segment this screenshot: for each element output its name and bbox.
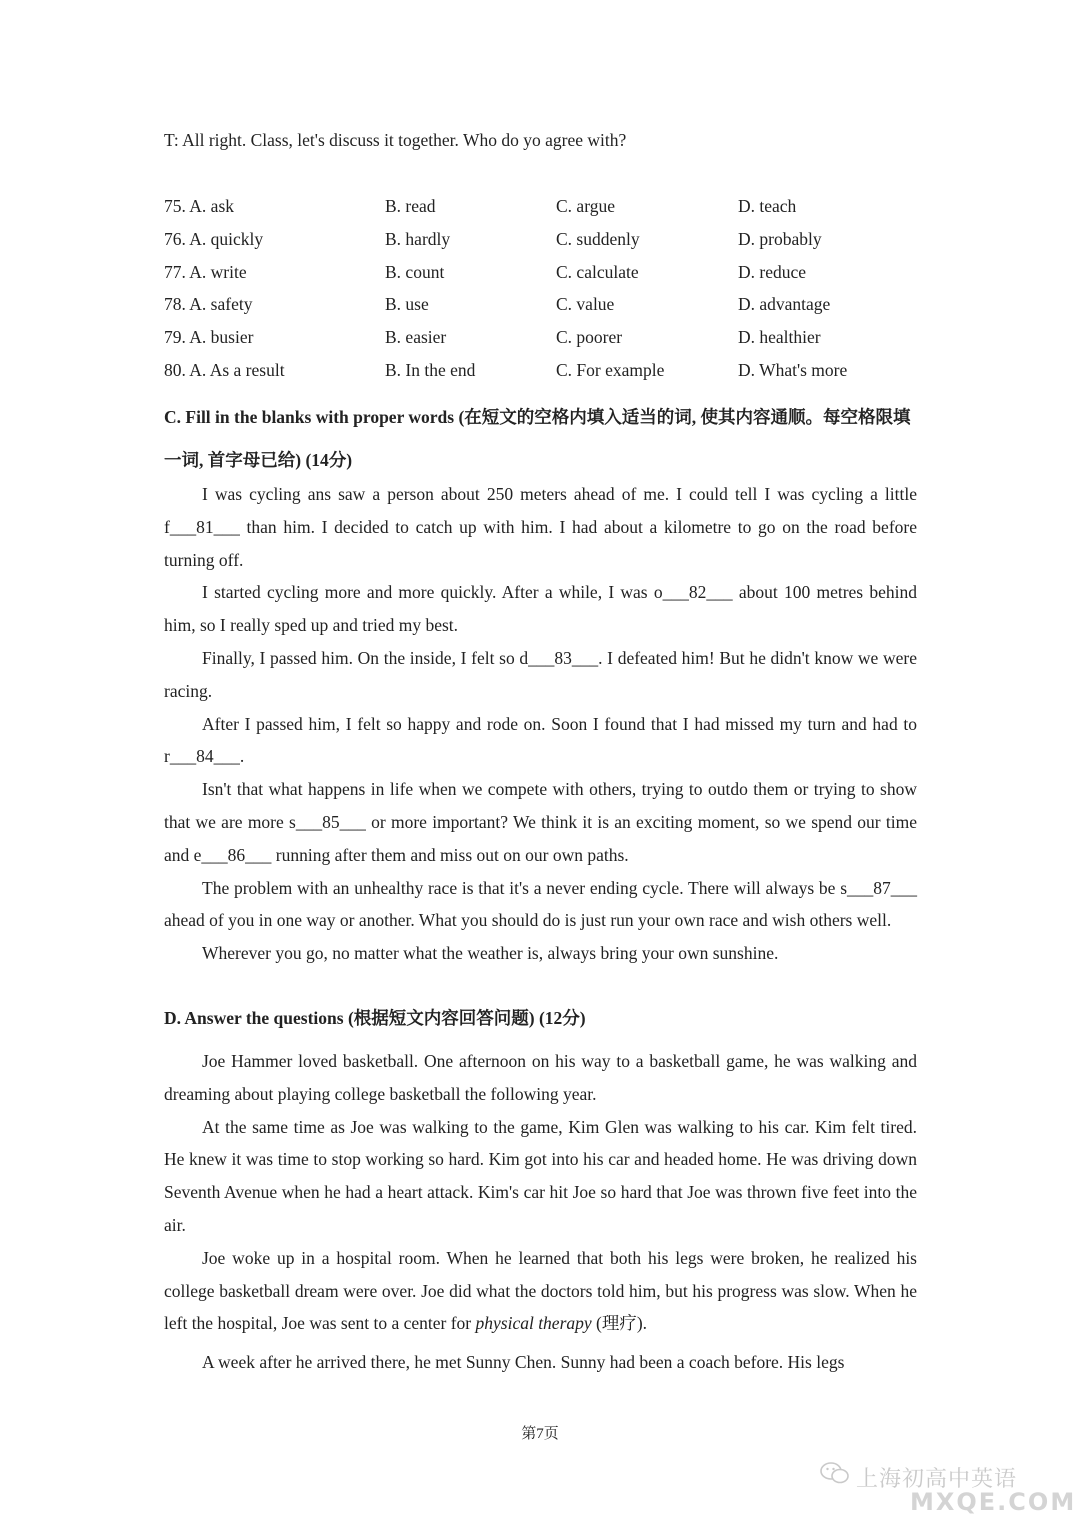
page-number: 第7页 <box>521 1426 559 1442</box>
section-d-heading: D. Answer the questions (根据短文内容回答问题) (12分) <box>164 1008 586 1028</box>
option-row <box>164 360 917 393</box>
option-row <box>164 229 917 262</box>
options-table <box>164 196 917 393</box>
option-d: D. healthier <box>738 327 821 348</box>
option-a: 76. A. quickly <box>164 228 264 249</box>
option-a: 80. A. As a result <box>164 359 285 380</box>
passage-paragraph: I started cycling more and more quickly. After a while, I was o___82___ about 100 metres behind him, so I really sped up and tried my best. <box>164 582 917 636</box>
section-c-passage <box>164 478 917 970</box>
option-b: B. hardly <box>385 228 451 249</box>
dialogue-line: T: All right. Class, let's discuss it together. Who do yo agree with? <box>164 130 627 150</box>
option-d: D. What's more <box>738 359 848 380</box>
passage-paragraph: Finally, I passed him. On the inside, I felt so d___83___. I defeated him! But he didn't know we were racing. <box>164 647 917 701</box>
option-b: B. read <box>385 196 436 216</box>
option-c: C. For example <box>556 359 665 380</box>
passage-paragraph: At the same time as Joe was walking to the game, Kim Glen was walking to his car. Kim felt tired. He knew it was time to stop working so hard. Kim got into his car and headed home. He was driving down Seventh Avenue when he had a heart attack. Kim's car hit Joe so hard that Joe was thrown five feet into the air. <box>164 1116 917 1235</box>
option-a: 78. A. safety <box>164 294 253 315</box>
option-d: D. reduce <box>738 261 807 282</box>
paragraph-text: (理疗). <box>591 1313 648 1334</box>
section-d-passage <box>164 1045 917 1379</box>
watermark-logo: MXQE.COM <box>910 1488 1077 1516</box>
option-row <box>164 262 917 295</box>
passage-paragraph: After I passed him, I felt so happy and rode on. Soon I found that I had missed my turn and had to r___84___. <box>164 713 917 767</box>
italic-term: physical therapy <box>475 1313 592 1334</box>
passage-paragraph: Joe Hammer loved basketball. One afternoon on his way to a basketball game, he was walking and dreaming about playing college basketball the following year. <box>164 1051 917 1104</box>
option-b: B. In the end <box>385 359 476 380</box>
option-row <box>164 196 917 229</box>
option-d: D. teach <box>738 196 797 216</box>
option-d: D. advantage <box>738 294 831 315</box>
option-b: B. use <box>385 294 429 315</box>
paragraph-text: Joe woke up in a hospital room. When he learned that both his legs were broken, he realized his college basketball dream were over. Joe did what the doctors told him, but his progress was slow. When he left the hospital, Joe was sent to a center for <box>164 1247 917 1334</box>
watermark-text: 上海初高中英语 <box>856 1467 1018 1492</box>
passage-paragraph: I was cycling ans saw a person about 250 meters ahead of me. I could tell I was cycling a little f___81___ than him. I decided to catch up with him. I had about a kilometre to go on the road before turning off. <box>164 484 917 570</box>
option-b: B. easier <box>385 327 447 348</box>
option-a: 75. A. ask <box>164 196 234 216</box>
passage-paragraph: The problem with an unhealthy race is that it's a never ending cycle. There will always be s___87___ ahead of you in one way or another. What you should do is just run your own race and wish others well. <box>164 877 917 931</box>
watermark <box>820 1440 1077 1520</box>
wechat-icon <box>820 1462 850 1484</box>
option-a: 79. A. busier <box>164 327 254 348</box>
option-row <box>164 327 917 360</box>
option-c: C. argue <box>556 196 615 216</box>
passage-paragraph <box>164 1242 917 1340</box>
passage-paragraph: Wherever you go, no matter what the weather is, always bring your own sunshine. <box>202 943 779 964</box>
passage-paragraph: Isn't that what happens in life when we compete with others, trying to outdo them or trying to show that we are more s___85___ or more important? We think it is an exciting moment, so we spend our time and e___86___ running after them and miss out on our own paths. <box>164 779 917 865</box>
option-a: 77. A. write <box>164 261 247 282</box>
option-row <box>164 294 917 327</box>
option-c: C. suddenly <box>556 228 640 249</box>
option-c: C. value <box>556 294 615 315</box>
option-c: C. calculate <box>556 261 639 282</box>
section-c-heading: C. Fill in the blanks with proper words (在短文的空格内填入适当的词, 使其内容通顺。每空格限填一词, 首字母已给) (14分) <box>164 407 911 470</box>
passage-paragraph: A week after he arrived there, he met Sunny Chen. Sunny had been a coach before. His legs <box>202 1352 845 1373</box>
option-d: D. probably <box>738 228 822 249</box>
option-b: B. count <box>385 261 445 282</box>
option-c: C. poorer <box>556 327 623 348</box>
